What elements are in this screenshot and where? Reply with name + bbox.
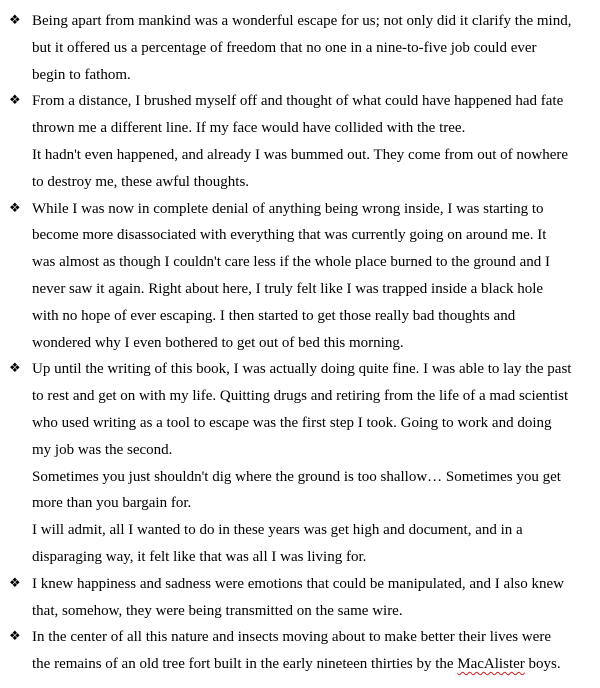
text-line: [32, 651, 596, 678]
bullet-item-6: [0, 624, 600, 678]
text-line: I will admit, all I wanted to do in these years was get high and document, and in a: [32, 522, 523, 539]
text-line: thrown me a different line. If my face would have collided with the tree.: [32, 120, 466, 137]
diamond-bullet-icon: ❖: [9, 629, 21, 645]
paragraph: [32, 196, 596, 357]
followup-paragraph: [32, 517, 596, 571]
followup-paragraph: [32, 464, 596, 518]
text-line: my job was the second.: [32, 441, 173, 458]
bullet-item-1: [0, 8, 600, 88]
text-line: but it offered us a percentage of freedom that no one in a nine-to-five job could ever: [32, 39, 537, 56]
spellcheck-flagged-word: MacAlister: [457, 656, 525, 673]
paragraph: [32, 571, 596, 625]
text-segment: the remains of an old tree fort built in the early nineteen thirties by the: [32, 656, 458, 673]
followup-paragraph: [32, 142, 596, 196]
diamond-bullet-icon: ❖: [9, 575, 21, 591]
bullet-item-3: [0, 196, 600, 357]
text-line: wondered why I even bothered to get out of bed this morning.: [32, 334, 404, 351]
text-line: to rest and get on with my life. Quitting drugs and retiring from the life of a mad scientist: [32, 388, 569, 405]
text-line: to destroy me, these awful thoughts.: [32, 173, 250, 190]
bullet-item-5: [0, 571, 600, 625]
text-line: with no hope of ever escaping. I then started to get those really bad thoughts and: [32, 307, 516, 324]
paragraph: [32, 8, 596, 88]
diamond-bullet-icon: ❖: [9, 361, 21, 377]
bullet-item-2: [0, 88, 600, 195]
text-line: never saw it again. Right about here, I truly felt like I was trapped inside a black hole: [32, 280, 544, 297]
bullet-item-4: [0, 356, 600, 570]
paragraph: [32, 356, 596, 463]
text-line: It hadn't even happened, and already I was bummed out. They come from out of nowhere: [32, 146, 569, 163]
text-line: In the center of all this nature and insects moving about to make better their lives were: [32, 629, 551, 646]
text-line: From a distance, I brushed myself off and thought of what could have happened had fate: [32, 93, 564, 110]
text-line: who used writing as a tool to escape was the first step I took. Going to work and doing: [32, 414, 552, 431]
paragraph: [32, 624, 596, 678]
text-segment: boys.: [524, 656, 561, 673]
text-line: Sometimes you just shouldn't dig where the ground is too shallow… Sometimes you get: [32, 468, 561, 485]
text-line: that, somehow, they were being transmitted on the same wire.: [32, 602, 403, 619]
document-body: [0, 8, 600, 678]
diamond-bullet-icon: ❖: [9, 13, 21, 28]
text-line: become more disassociated with everything that was currently going on around me. It: [32, 227, 547, 244]
text-line: was almost as though I couldn't care less if the whole place burned to the ground and I: [32, 254, 550, 271]
text-line: Being apart from mankind was a wonderful escape for us; not only did it clarify the mind,: [32, 13, 572, 29]
text-line: disparaging way, it felt like that was all I was living for.: [32, 548, 367, 565]
diamond-bullet-icon: ❖: [9, 200, 21, 216]
text-line: Up until the writing of this book, I was actually doing quite fine. I was able to lay the past: [32, 361, 572, 378]
paragraph: [32, 88, 596, 142]
text-line: I knew happiness and sadness were emotions that could be manipulated, and I also knew: [32, 575, 564, 592]
text-line: begin to fathom.: [32, 66, 131, 83]
diamond-bullet-icon: ❖: [9, 93, 21, 109]
text-line: While I was now in complete denial of anything being wrong inside, I was starting to: [32, 200, 544, 217]
text-line: more than you bargain for.: [32, 495, 192, 512]
